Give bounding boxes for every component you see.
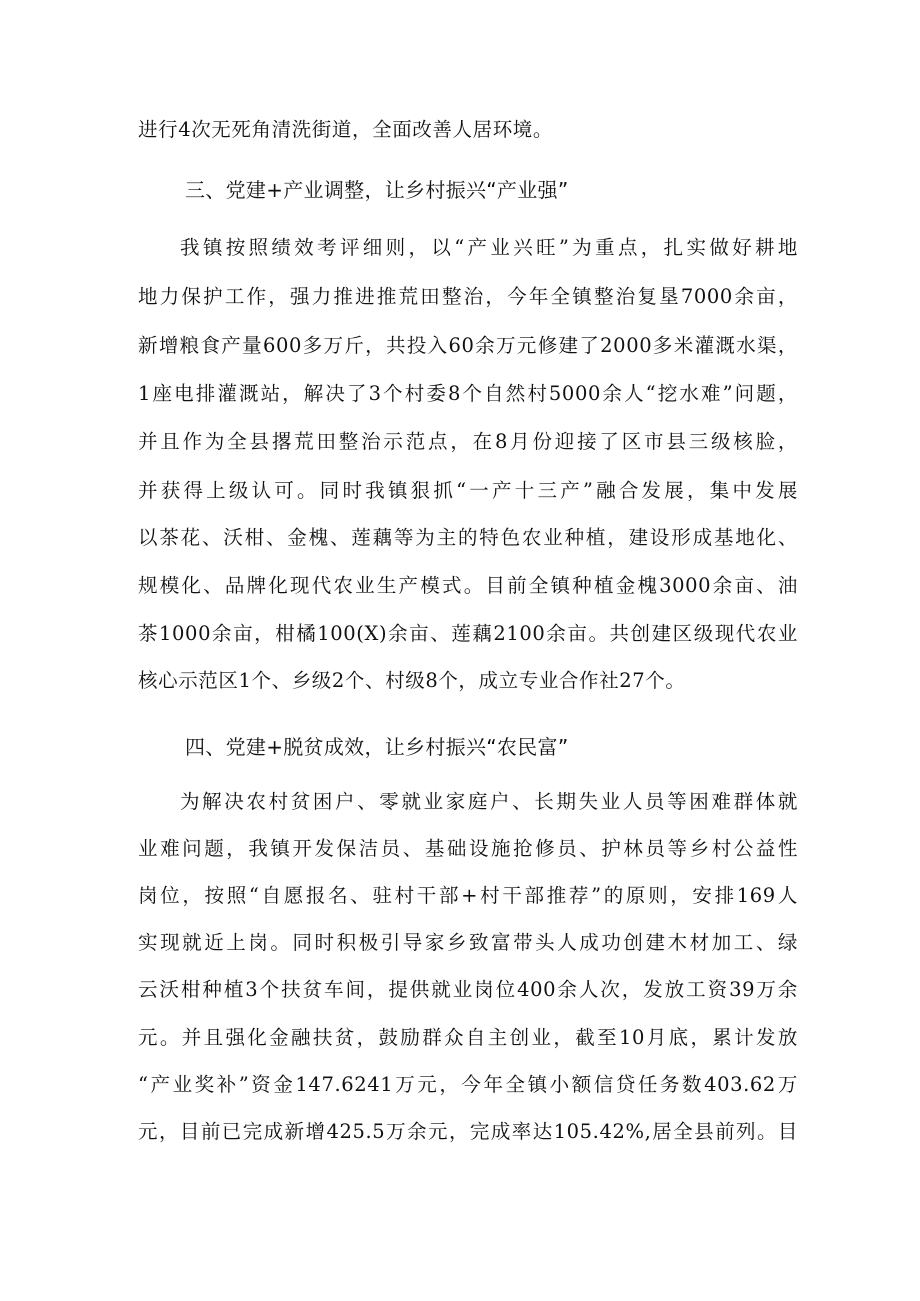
paragraph-line: 并且作为全县撂荒田整治示范点，在8月份迎接了区市县三级核脸，: [138, 430, 798, 453]
paragraph-line: 地力保护工作，强力推进推荒田整治，今年全镇整治复垦7000余亩，: [138, 285, 798, 308]
paragraph-line: 以茶花、沃柑、金槐、莲藕等为主的特色农业种植，建设形成基地化、: [138, 526, 798, 549]
paragraph-line: 规模化、品牌化现代农业生产模式。目前全镇种植金槐3000余亩、油: [138, 574, 798, 597]
paragraph-line: 业难问题，我镇开发保洁员、基础设施抢修员、护林员等乡村公益性: [138, 837, 798, 860]
paragraph-line: 并获得上级认可。同时我镇狠抓“一产十三产”融合发展，集中发展: [138, 479, 798, 502]
paragraph-line: 元。并且强化金融扶贫，鼓励群众自主创业，截至10月底，累计发放: [138, 1026, 798, 1049]
paragraph-line: 为解决农村贫困户、零就业家庭户、长期失业人员等困难群体就: [180, 790, 798, 813]
paragraph-line: 岗位，按照“自愿报名、驻村干部+村干部推荐”的原则，安排169人: [138, 884, 798, 907]
paragraph-line: 茶1000余亩，柑橘100(X)余亩、莲藕2100余亩。共创建区级现代农业: [138, 622, 798, 645]
section-heading-3: 三、党建+产业调整，让乡村振兴“产业强”: [185, 178, 569, 202]
paragraph-line: 新增粮食产量600多万斤，共投入60余万元修建了2000多米灌溉水渠，: [138, 334, 798, 357]
paragraph-line: “产业奖补”资金147.6241万元，今年全镇小额信贷任务数403.62万: [138, 1073, 798, 1096]
paragraph-line: 我镇按照绩效考评细则，以“产业兴旺”为重点，扎实做好耕地: [180, 236, 798, 259]
paragraph-line: 1座电排灌溉站，解决了3个村委8个自然村5000余人“挖水难”问题，: [138, 382, 798, 405]
paragraph-line: 实现就近上岗。同时积极引导家乡致富带头人成功创建木材加工、绿: [138, 931, 798, 954]
paragraph-line: 核心示范区1个、乡级2个、村级8个，成立专业合作社27个。: [138, 669, 686, 692]
section-heading-4: 四、党建+脱贫成效，让乡村振兴“农民富”: [185, 735, 569, 759]
paragraph-line: 进行4次无死角清洗街道，全面改善人居环境。: [138, 118, 554, 141]
paragraph-line: 元，目前已完成新增425.5万余元，完成率达105.42%,居全县前列。目: [138, 1120, 798, 1143]
paragraph-line: 云沃柑种植3个扶贫车间，提供就业岗位400余人次，发放工资39万余: [138, 978, 798, 1001]
